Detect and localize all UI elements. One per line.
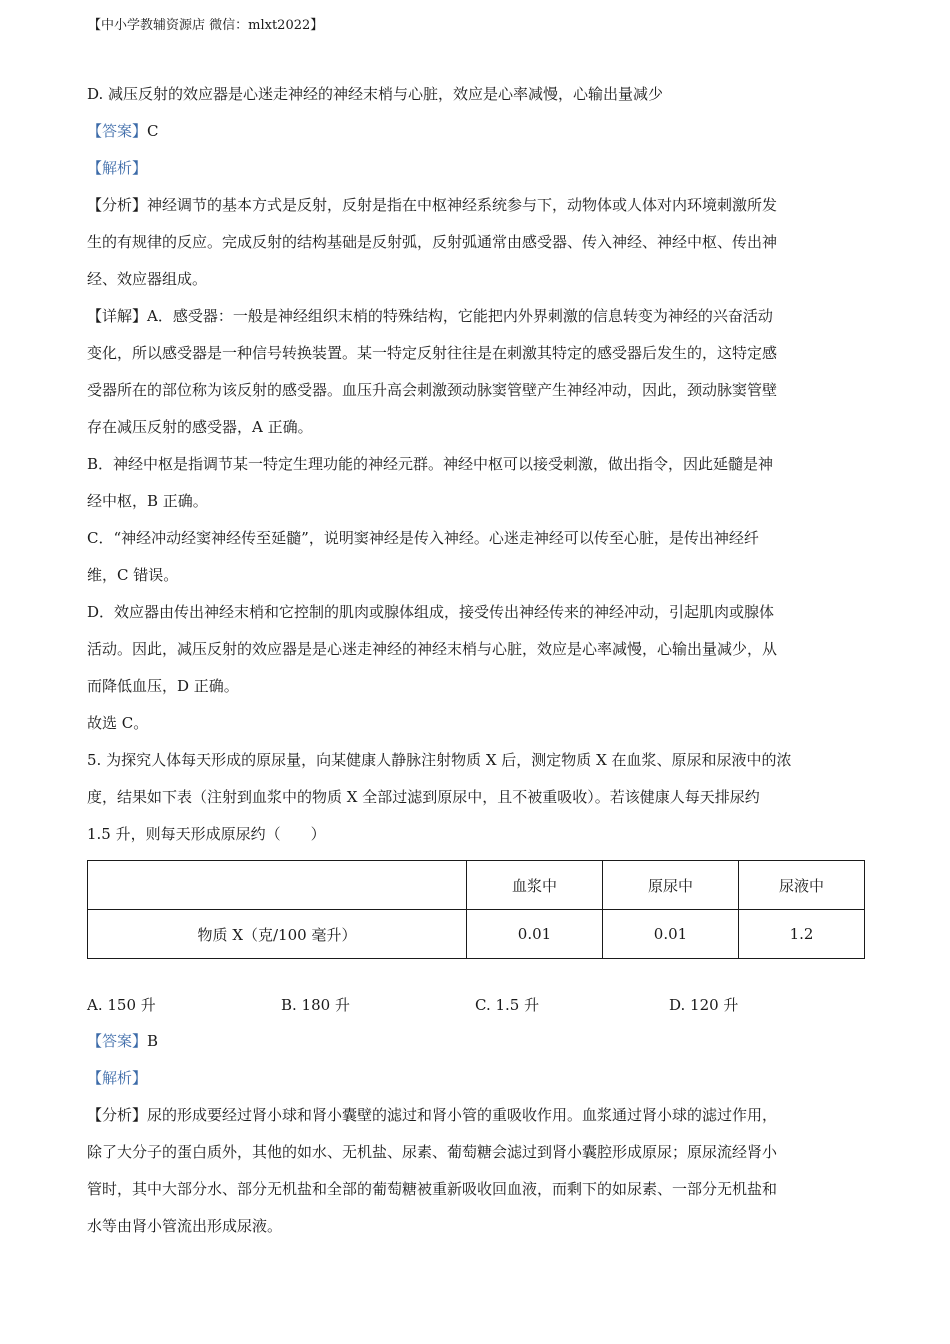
fenxi-text: 尿的形成要经过肾小球和肾小囊壁的滤过和肾小管的重吸收作用。血浆通过肾小球的滤过作用，: [147, 1106, 778, 1124]
q5-stem-line: 5. 为探究人体每天形成的原尿量，向某健康人静脉注射物质 X 后，测定物质 X 在血浆、原尿和尿液中的浓: [87, 751, 792, 769]
option-d: D. 120 升: [669, 996, 739, 1014]
table-header-row: [88, 861, 865, 910]
q4-xiangjie-line: 维，C 错误。: [87, 566, 179, 584]
xiangjie-text: A．感受器：一般是神经组织末梢的特殊结构，它能把内外界刺激的信息转变为神经的兴奋活动: [147, 307, 773, 325]
q4-fenxi-line: 生的有规律的反应。完成反射的结构基础是反射弧，反射弧通常由感受器、传入神经、神经中枢、传出神: [87, 233, 778, 251]
q4-xiangjie-line: D．效应器由传出神经末梢和它控制的肌肉或腺体组成，接受传出神经传来的神经冲动，引起肌肉或腺体: [87, 603, 775, 621]
q5-stem-line: 度，结果如下表（注射到血浆中的物质 X 全部过滤到原尿中，且不被重吸收）。若该健康人每天排尿约: [87, 788, 760, 806]
table-cell: 0.01: [467, 910, 603, 959]
fenxi-tag: 【分析】: [87, 1106, 148, 1124]
q5-data-table: [87, 860, 865, 959]
table-header-cell: 尿液中: [739, 861, 865, 910]
answer-value: C: [147, 122, 159, 140]
q5-options: [87, 987, 867, 1023]
option-a: A. 150 升: [87, 996, 156, 1014]
table-cell: 物质 X（克/100 毫升）: [88, 910, 467, 959]
q4-jiexi-tag: 【解析】: [87, 159, 148, 177]
q4-xiangjie-line: [87, 298, 867, 335]
xiangjie-tag: 【详解】: [87, 307, 148, 325]
table-header-cell: 血浆中: [467, 861, 603, 910]
q4-xiangjie-line: C．“神经冲动经窦神经传至延髓”，说明窦神经是传入神经。心迷走神经可以传至心脏，是传出神经纤: [87, 529, 759, 547]
q5-fenxi-line: 除了大分子的蛋白质外，其他的如水、无机盐、尿素、葡萄糖会滤过到肾小囊腔形成原尿；原尿流经肾小: [87, 1143, 778, 1161]
q4-xiangjie-line: 受器所在的部位称为该反射的感受器。血压升高会刺激颈动脉窦管壁产生神经冲动，因此，颈动脉窦管壁: [87, 381, 778, 399]
option-b: B. 180 升: [281, 996, 350, 1014]
option-c: C. 1.5 升: [475, 996, 540, 1014]
q4-xiangjie-line: 存在减压反射的感受器，A 正确。: [87, 418, 313, 436]
q5-fenxi-line: 管时，其中大部分水、部分无机盐和全部的葡萄糖被重新吸收回血液，而剩下的如尿素、一部分无机盐和: [87, 1180, 778, 1198]
q5-stem-line: 1.5 升，则每天形成原尿约（ ）: [87, 825, 326, 843]
q4-xiangjie-line: 而降低血压，D 正确。: [87, 677, 239, 695]
table-row: [88, 910, 865, 959]
table-header-cell: 原尿中: [603, 861, 739, 910]
q4-option-d: D. 减压反射的效应器是心迷走神经的神经末梢与心脏，效应是心率减慢，心输出量减少: [87, 85, 664, 103]
answer-tag: 【答案】: [87, 1032, 148, 1050]
table-cell: 1.2: [739, 910, 865, 959]
table-header-cell: [88, 861, 467, 910]
q5-fenxi-line: 水等由肾小管流出形成尿液。: [87, 1217, 283, 1235]
q5-fenxi-line: [87, 1097, 867, 1134]
q4-xiangjie-line: 经中枢，B 正确。: [87, 492, 208, 510]
answer-tag: 【答案】: [87, 122, 148, 140]
q4-xiangjie-line: B．神经中枢是指调节某一特定生理功能的神经元群。神经中枢可以接受刺激，做出指令，因此延髓是神: [87, 455, 774, 473]
fenxi-text: 神经调节的基本方式是反射，反射是指在中枢神经系统参与下，动物体或人体对内环境刺激所发: [147, 196, 778, 214]
q5-jiexi-tag: 【解析】: [87, 1069, 148, 1087]
document-body: [87, 76, 867, 1245]
fenxi-tag: 【分析】: [87, 196, 148, 214]
answer-value: B: [147, 1032, 159, 1050]
table-cell: 0.01: [603, 910, 739, 959]
q4-fenxi-line: 经、效应器组成。: [87, 270, 208, 288]
q4-xiangjie-line: 变化，所以感受器是一种信号转换装置。某一特定反射往往是在刺激其特定的感受器后发生的，这特定感: [87, 344, 778, 362]
page-header: 【中小学教辅资源店 微信：mlxt2022】: [88, 18, 324, 33]
q4-xiangjie-line: 活动。因此，减压反射的效应器是是心迷走神经的神经末梢与心脏，效应是心率减慢，心输出量减少，从: [87, 640, 778, 658]
q5-answer: [87, 1023, 867, 1060]
q4-xiangjie-line: 故选 C。: [87, 714, 149, 732]
q4-fenxi-line: [87, 187, 867, 224]
q4-answer: [87, 113, 867, 150]
